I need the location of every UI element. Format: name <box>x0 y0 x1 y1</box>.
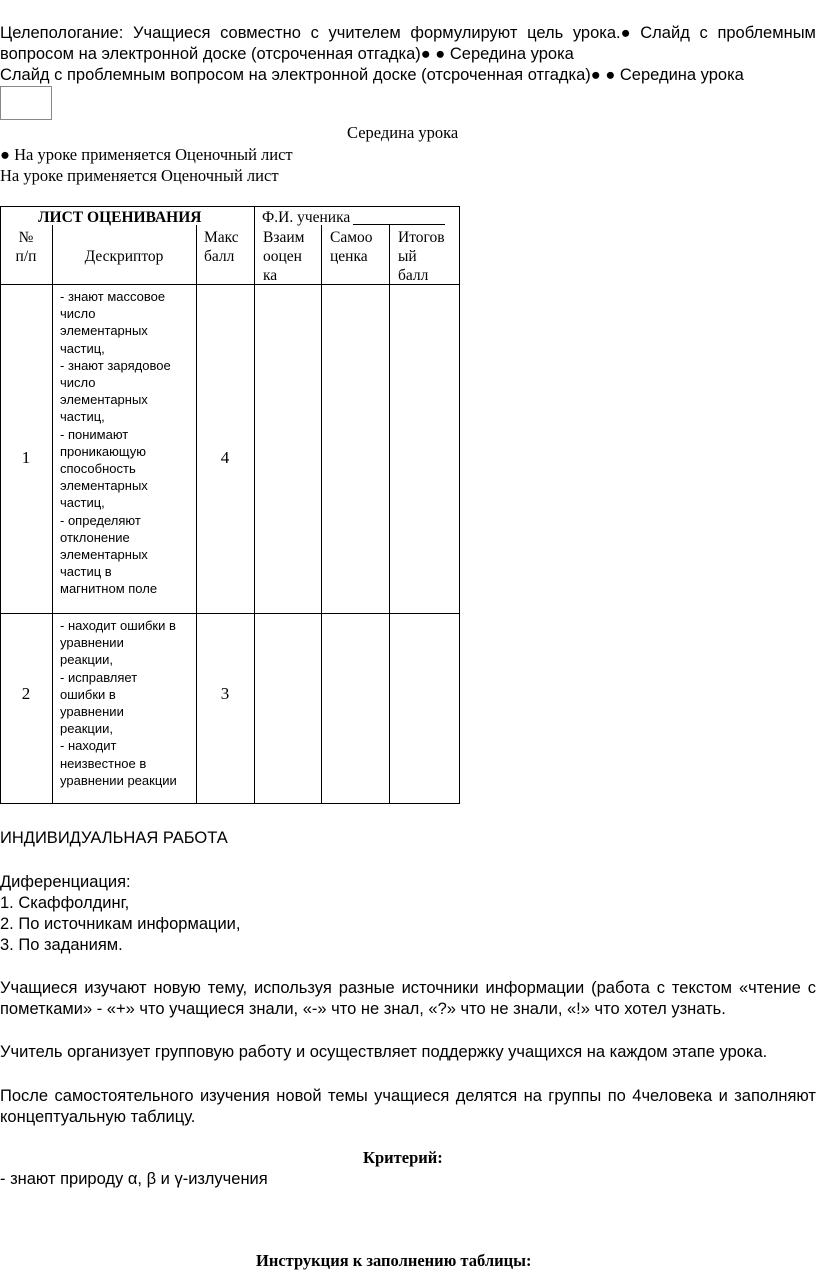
line1-word: с <box>699 24 708 42</box>
middle-heading: Середина урока <box>347 123 459 142</box>
bullet-line: ● На уроке применяется Оценочный лист <box>0 145 293 164</box>
row-2-descriptor: - находит ошибки в уравнении реакции, - исправляет ошибки в уравнении реакции, - находит неизвестное в уравнении реакции <box>60 618 177 788</box>
line1-word: Целепологание: <box>0 24 124 42</box>
line1-word: Слайд <box>640 24 690 42</box>
para3-word: темы <box>327 1087 368 1105</box>
row-1-descriptor: - знают массовое число элементарных частиц, - знают зарядовое число элементарных частиц, - понимают проникающую способность элементарных частиц, - определяют отклонение элементарных частиц в магнитном поле <box>60 289 171 597</box>
para3-word: делятся <box>455 1087 518 1105</box>
para3-word: После <box>0 1087 49 1105</box>
para1-word: информации <box>485 979 585 997</box>
criterion-title: Критерий: <box>363 1148 443 1167</box>
para1-word: разные <box>338 979 395 997</box>
paragraph-1-line-1 <box>0 977 816 999</box>
para1-word: новую <box>153 979 201 997</box>
para1-word: тему, <box>207 979 248 997</box>
para1-word: с <box>807 979 816 997</box>
para1-word: источники <box>401 979 479 997</box>
assessment-sheet-table <box>0 206 460 804</box>
sheet-title: ЛИСТ ОЦЕНИВАНИЯ <box>38 209 202 226</box>
header-self: Самоо ценка <box>330 229 373 265</box>
header-max: Макс балл <box>204 229 239 265</box>
criterion-item: - знают природу α, β и γ-излучения <box>0 1170 268 1188</box>
row-1-num: 1 <box>21 448 31 467</box>
line1-word: совместно <box>220 24 301 42</box>
row-1-max: 4 <box>220 448 230 467</box>
instruction-title: Инструкция к заполнению таблицы: <box>256 1251 532 1270</box>
header-descriptor: Дескриптор <box>84 248 164 265</box>
para1-word: используя <box>253 979 332 997</box>
paragraph-3-line-2: концептуальную таблицу. <box>0 1108 196 1126</box>
para1-word: (работа <box>591 979 650 997</box>
para1-word: текстом <box>671 979 733 997</box>
line1-word: с <box>310 24 319 42</box>
para3-word: заполняют <box>734 1087 816 1105</box>
para3-word: 4человека <box>632 1087 713 1105</box>
intro-line-3: Слайд с проблемным вопросом на электронной доске (отсроченная отгадка)● ● Середина урока <box>0 66 744 84</box>
row-2-num: 2 <box>21 684 31 703</box>
para3-word: на <box>523 1087 542 1105</box>
individual-work-heading: ИНДИВИДУАЛЬНАЯ РАБОТА <box>0 829 228 847</box>
paragraph-1-line-2: пометками» - «+» что учащиеся знали, «-» что не знал, «?» что не знали, «!» что хотел узнать. <box>0 1000 726 1018</box>
para3-word: новой <box>276 1087 322 1105</box>
header-peer: Взаим ооцен ка <box>263 229 305 284</box>
line1-word: урока.● <box>572 24 631 42</box>
empty-box <box>0 86 52 120</box>
para1-word: «чтение <box>738 979 801 997</box>
para1-word: изучают <box>84 979 147 997</box>
differentiation-item-1: 1. Скаффолдинг, <box>0 894 130 912</box>
line1-word: цель <box>527 24 564 42</box>
para1-word: Учащиеся <box>0 979 78 997</box>
para3-word: учащиеся <box>374 1087 450 1105</box>
differentiation-title: Диференциация: <box>0 873 131 891</box>
line1-word: учителем <box>328 24 401 42</box>
intro-line-1 <box>0 22 816 44</box>
row-2-max: 3 <box>220 684 230 703</box>
intro-line-2: вопросом на электронной доске (отсроченная отгадка)● ● Середина урока <box>0 45 574 63</box>
para1-word: с <box>656 979 665 997</box>
para3-word: по <box>607 1087 626 1105</box>
header-num: № п/п <box>15 229 37 265</box>
para3-word: и <box>718 1087 728 1105</box>
paragraph-3-line-1 <box>0 1085 816 1107</box>
header-total: Итогов ый балл <box>398 229 445 284</box>
para3-word: группы <box>548 1087 602 1105</box>
line1-word: проблемным <box>717 24 816 42</box>
line1-word: Учащиеся <box>132 24 211 42</box>
line1-word: формулируют <box>410 24 518 42</box>
para3-word: самостоятельного <box>54 1087 194 1105</box>
differentiation-item-3: 3. По заданиям. <box>0 936 123 954</box>
plain-line: На уроке применяется Оценочный лист <box>0 166 279 185</box>
paragraph-2: Учитель организует групповую работу и осуществляет поддержку учащихся на каждом этапе урока. <box>0 1043 768 1061</box>
student-name-label: Ф.И. ученика <box>262 209 351 226</box>
differentiation-item-2: 2. По источникам информации, <box>0 915 241 933</box>
para3-word: изучения <box>199 1087 270 1105</box>
